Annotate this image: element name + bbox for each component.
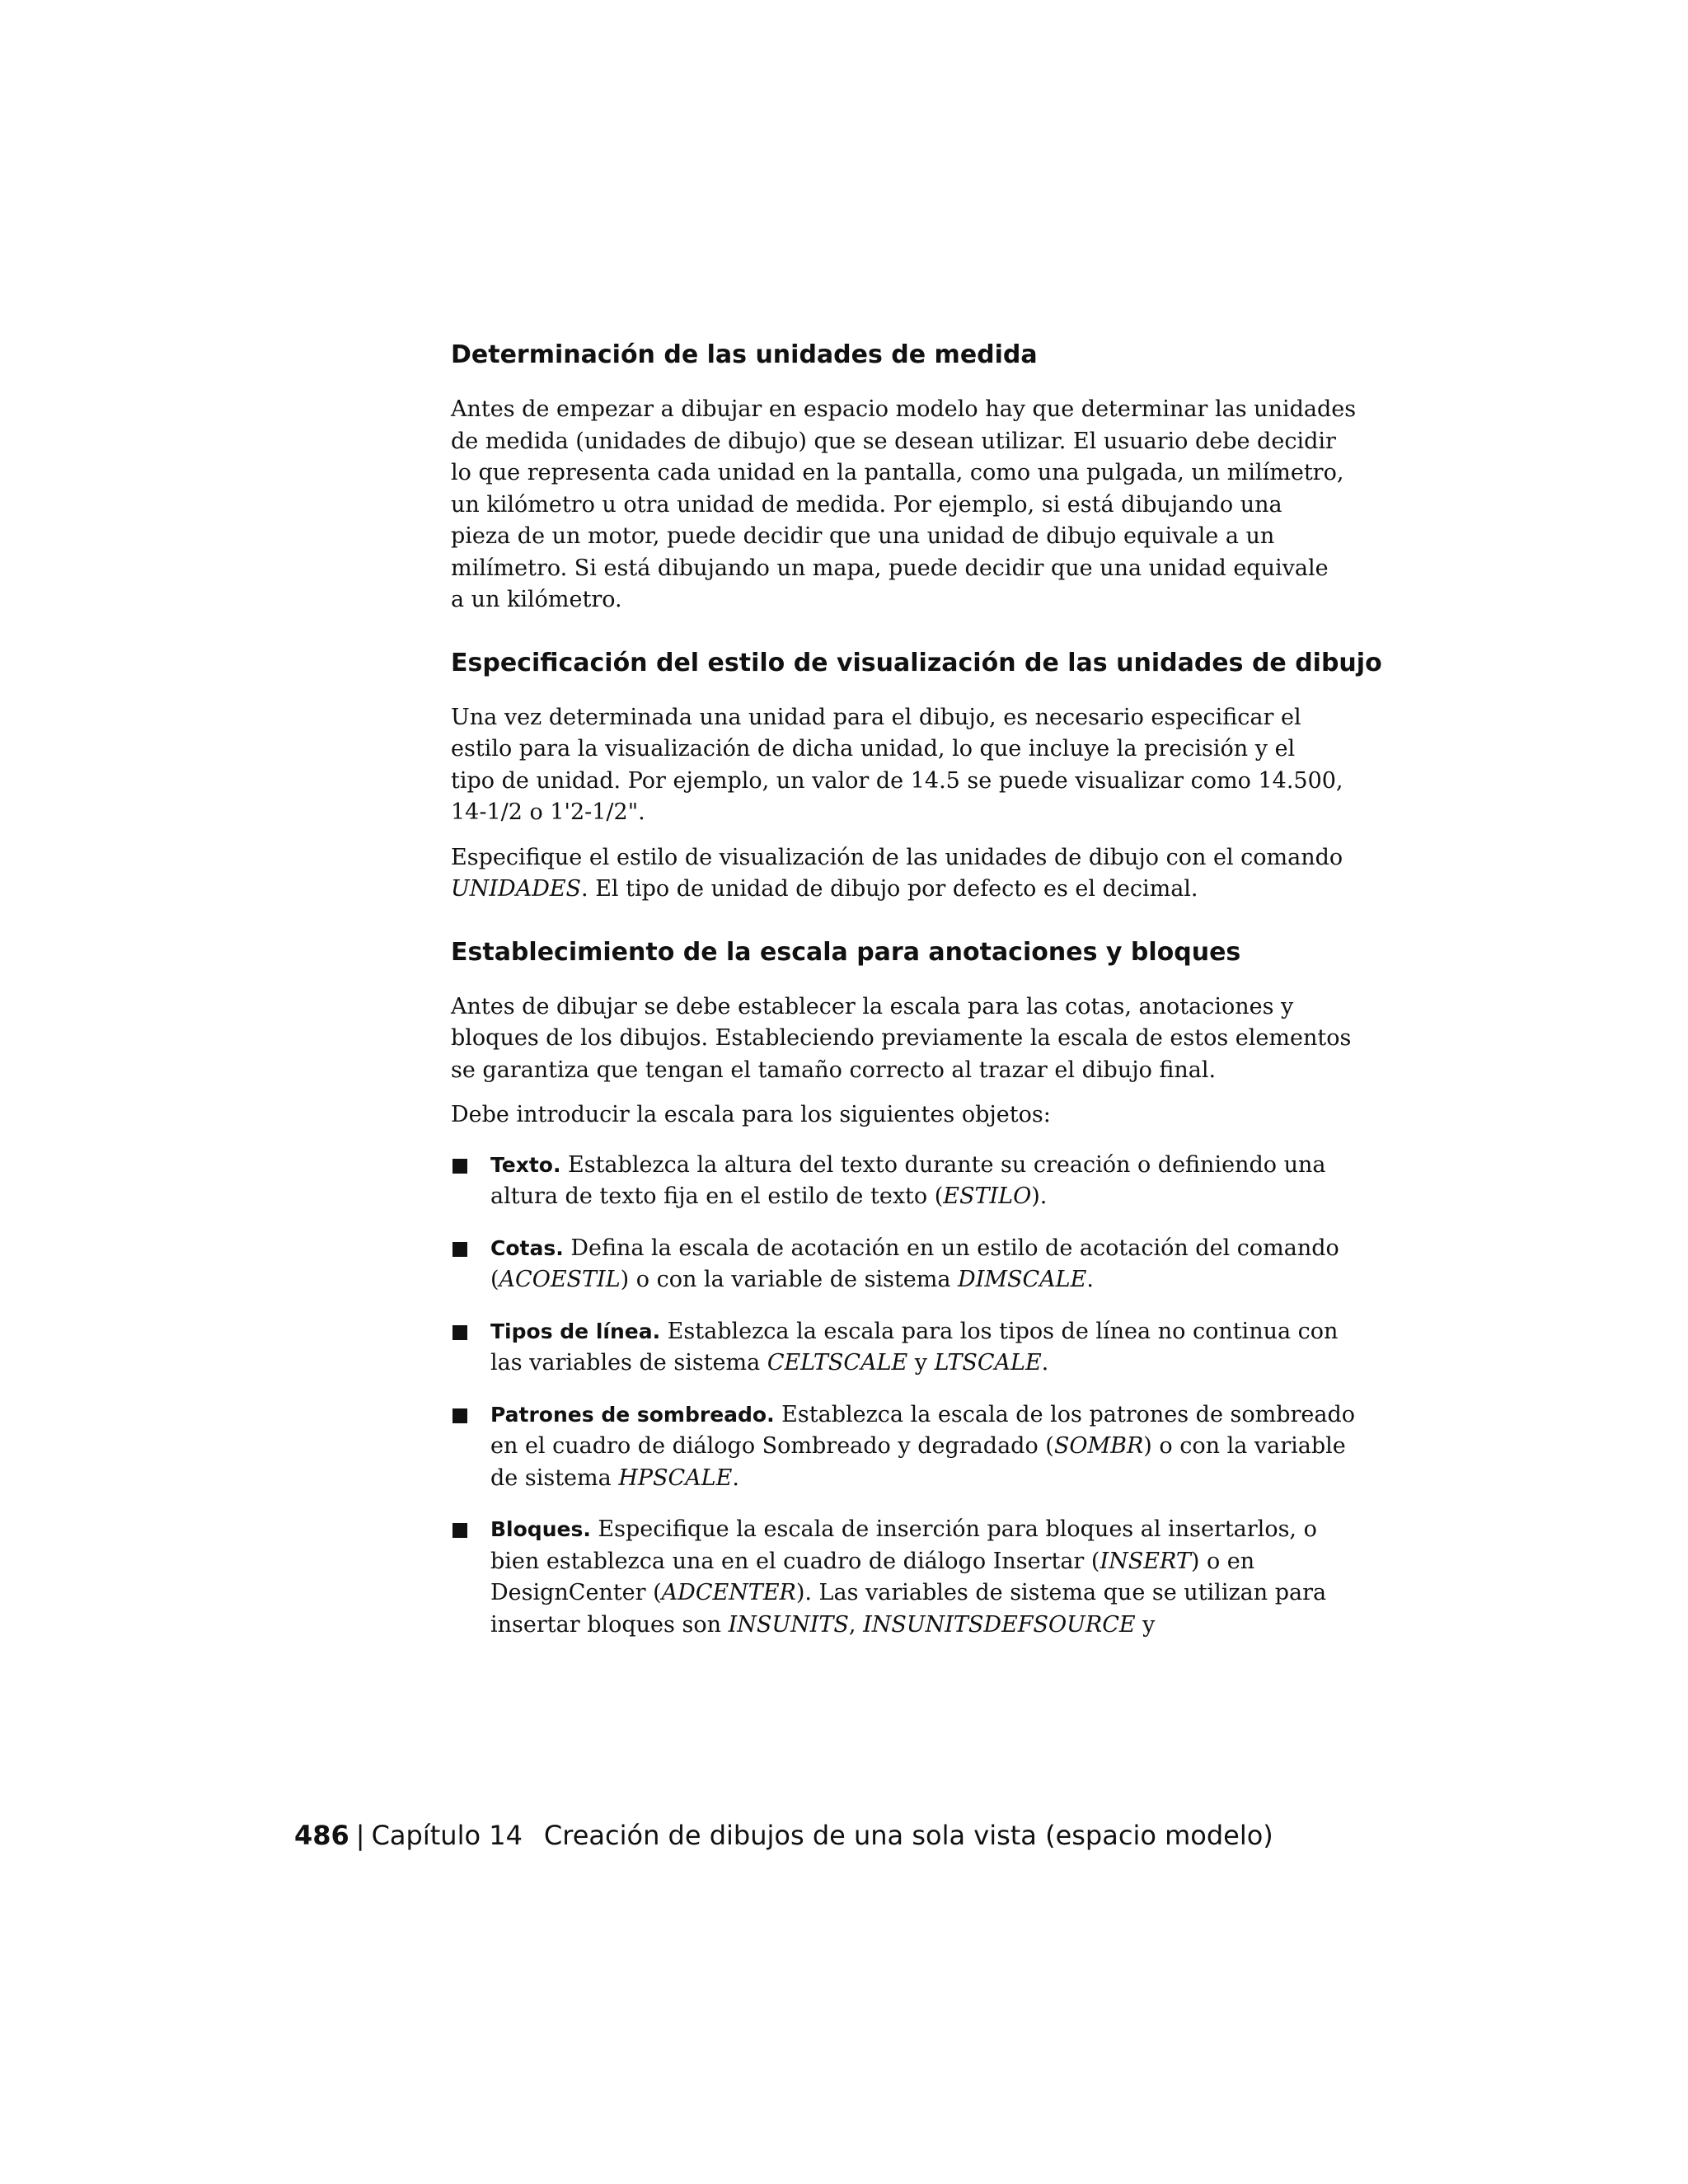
text-line: se garantiza que tengan el tamaño correcto al trazar el dibujo final. bbox=[451, 1057, 1217, 1083]
text-fragment: y bbox=[1135, 1611, 1156, 1638]
text-fragment: ) o con la variable de sistema bbox=[620, 1267, 959, 1292]
text-line: bloques de los dibujos. Estableciendo previamente la escala de estos elementos bbox=[451, 1025, 1352, 1051]
text-line: un kilómetro u otra unidad de medida. Por ejemplo, si está dibujando una bbox=[451, 491, 1282, 518]
text-fragment: bien establezca una en el cuadro de diálogo Insertar ( bbox=[490, 1548, 1100, 1574]
text-fragment: insertar bloques son bbox=[490, 1611, 729, 1638]
section-heading-units: Determinación de las unidades de medida bbox=[451, 340, 1038, 369]
square-bullet-icon bbox=[452, 1325, 467, 1340]
item-lead: Bloques. bbox=[490, 1517, 591, 1541]
list-item-tipos-de-linea bbox=[451, 1316, 1341, 1380]
text-line bbox=[451, 874, 1341, 906]
text-fragment: y bbox=[907, 1350, 935, 1376]
system-variable: INSUNITSDEFSOURCE bbox=[863, 1611, 1136, 1638]
text-fragment: Especifique la escala de inserción para bloques al insertarlos, o bbox=[590, 1516, 1317, 1542]
list-item-cotas bbox=[451, 1233, 1341, 1296]
text-line: Una vez determinada una unidad para el dibujo, es necesario especificar el bbox=[451, 704, 1301, 730]
command-name: SOMBR bbox=[1053, 1433, 1144, 1459]
chapter-title: Creación de dibujos de una sola vista (espacio modelo) bbox=[543, 1820, 1273, 1851]
text-line: Debe introducir la escala para los siguientes objetos: bbox=[451, 1102, 1051, 1127]
text-line: estilo para la visualización de dicha unidad, lo que incluye la precisión y el bbox=[451, 736, 1296, 762]
text-fragment: ). bbox=[1031, 1183, 1048, 1209]
section-heading-scale: Establecimiento de la escala para anotaciones y bloques bbox=[451, 937, 1241, 967]
text-line: 14-1/2 o 1'2-1/2". bbox=[451, 799, 645, 825]
item-lead: Patrones de sombreado. bbox=[490, 1402, 775, 1427]
text-fragment: en el cuadro de diálogo Sombreado y degradado ( bbox=[490, 1433, 1054, 1459]
units-paragraph bbox=[451, 394, 1357, 616]
text-fragment: Establezca la escala de los patrones de sombreado bbox=[774, 1401, 1356, 1427]
text-fragment: Establezca la altura del texto durante su creación o definiendo una bbox=[560, 1151, 1326, 1178]
text-fragment: Establezca la escala para los tipos de línea no continua con bbox=[660, 1318, 1339, 1344]
text-fragment: . bbox=[1086, 1267, 1094, 1292]
chapter-label: Capítulo 14 bbox=[371, 1820, 523, 1851]
text-fragment: . El tipo de unidad de dibujo por defecto es el decimal. bbox=[581, 876, 1198, 902]
text-line: milímetro. Si está dibujando un mapa, puede decidir que una unidad equivale bbox=[451, 555, 1329, 581]
text-fragment: DesignCenter ( bbox=[490, 1580, 662, 1605]
system-variable: LTSCALE bbox=[934, 1350, 1042, 1376]
text-line: Especifique el estilo de visualización de las unidades de dibujo con el comando bbox=[451, 844, 1343, 870]
text-fragment: ). Las variables de sistema que se utilizan para bbox=[795, 1580, 1327, 1605]
scale-objects-list bbox=[451, 1150, 1356, 1642]
item-lead: Tipos de línea. bbox=[490, 1319, 661, 1343]
command-name: ADCENTER bbox=[661, 1580, 796, 1605]
square-bullet-icon bbox=[452, 1159, 467, 1174]
text-line: tipo de unidad. Por ejemplo, un valor de 14.5 se puede visualizar como 14.500, bbox=[451, 767, 1343, 794]
system-variable: INSUNITS bbox=[728, 1611, 849, 1638]
text-fragment: . bbox=[1041, 1350, 1049, 1376]
text-fragment: ) o con la variable bbox=[1143, 1433, 1346, 1459]
command-name: UNIDADES bbox=[451, 876, 582, 902]
square-bullet-icon bbox=[452, 1242, 467, 1257]
item-lead: Texto. bbox=[490, 1152, 561, 1177]
text-line: Antes de empezar a dibujar en espacio modelo hay que determinar las unidades bbox=[451, 396, 1357, 422]
command-name: ESTILO bbox=[943, 1183, 1032, 1209]
list-item-texto bbox=[451, 1150, 1341, 1213]
display-style-paragraph bbox=[451, 702, 1341, 829]
page-footer bbox=[294, 1817, 1273, 1854]
page-number: 486 bbox=[294, 1820, 349, 1851]
units-command-paragraph bbox=[451, 842, 1341, 906]
text-line: Antes de dibujar se debe establecer la escala para las cotas, anotaciones y bbox=[451, 993, 1294, 1019]
text-line: de medida (unidades de dibujo) que se desean utilizar. El usuario debe decidir bbox=[451, 428, 1336, 454]
text-fragment: . bbox=[732, 1465, 739, 1491]
page-body bbox=[451, 338, 1382, 1661]
text-line: lo que representa cada unidad en la pantalla, como una pulgada, un milímetro, bbox=[451, 460, 1344, 485]
command-name: ACOESTIL bbox=[499, 1267, 621, 1292]
square-bullet-icon bbox=[452, 1523, 467, 1538]
system-variable: CELTSCALE bbox=[767, 1350, 908, 1376]
text-fragment: , bbox=[848, 1611, 864, 1638]
footer-separator: | bbox=[355, 1820, 365, 1851]
text-fragment: de sistema bbox=[490, 1465, 619, 1491]
text-fragment: Defina la escala de acotación en un estilo de acotación del comando bbox=[563, 1235, 1339, 1261]
text-line: pieza de un motor, puede decidir que una unidad de dibujo equivale a un bbox=[451, 523, 1275, 549]
system-variable: HPSCALE bbox=[618, 1465, 733, 1491]
text-fragment: las variables de sistema bbox=[490, 1350, 767, 1376]
text-fragment: ( bbox=[490, 1267, 499, 1292]
system-variable: DIMSCALE bbox=[958, 1267, 1087, 1292]
text-line: a un kilómetro. bbox=[451, 587, 622, 612]
square-bullet-icon bbox=[452, 1408, 467, 1423]
list-item-bloques bbox=[451, 1514, 1341, 1641]
item-lead: Cotas. bbox=[490, 1235, 564, 1260]
section-heading-display-style: Especificación del estilo de visualización de las unidades de dibujo bbox=[451, 648, 1382, 677]
text-fragment: altura de texto fija en el estilo de texto ( bbox=[490, 1183, 944, 1209]
command-name: INSERT bbox=[1100, 1548, 1191, 1574]
scale-intro-paragraph bbox=[451, 1099, 1341, 1132]
scale-paragraph bbox=[451, 991, 1352, 1087]
text-fragment: ) o en bbox=[1190, 1548, 1255, 1574]
list-item-patrones bbox=[451, 1399, 1356, 1495]
